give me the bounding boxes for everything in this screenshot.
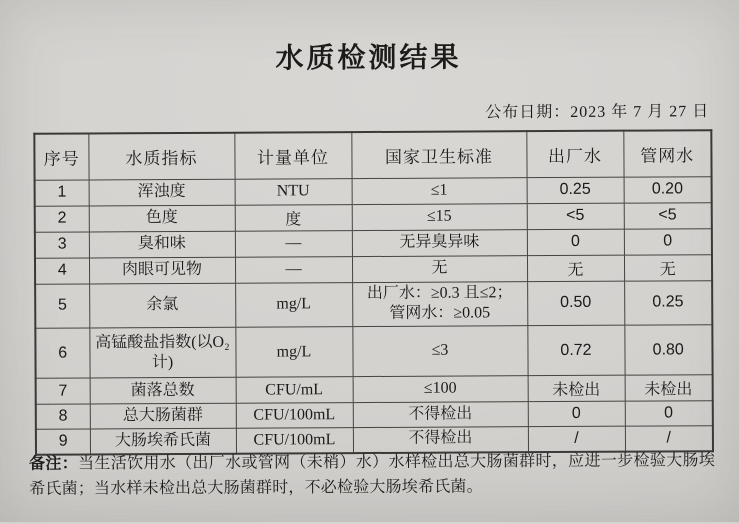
header-network-water: 管网水	[623, 130, 711, 176]
cell-unit: NTU	[235, 178, 352, 205]
cell-unit: —	[235, 256, 352, 283]
cell-standard: 不得检出	[353, 427, 528, 453]
cell-standard: 无异臭异味	[352, 229, 527, 256]
table-header-row	[34, 130, 711, 180]
header-indicator: 水质指标	[88, 133, 234, 180]
cell-unit: CFU/100mL	[236, 403, 353, 429]
page-title: 水质检测结果	[275, 42, 462, 75]
cell-no: 9	[36, 429, 90, 454]
cell-factory-water: 0.50	[527, 281, 624, 326]
cell-no: 3	[35, 231, 89, 257]
cell-no: 1	[35, 179, 89, 205]
cell-standard: ≤1	[352, 177, 527, 204]
footnote-text: 当生活饮用水（出厂水或管网（未梢）水）水样检出总大肠菌群时，应进一步检验大肠埃希氏菌；当水样未检出总大肠菌群时，不必检验大肠埃希氏菌。	[29, 452, 716, 498]
table-row	[35, 280, 712, 328]
cell-network-water: 0.25	[624, 280, 712, 325]
cell-factory-water: 0	[527, 229, 624, 256]
cell-network-water: 0.80	[624, 325, 712, 375]
table-row	[36, 375, 713, 405]
cell-standard: 无	[352, 255, 527, 282]
cell-factory-water: 未检出	[528, 375, 625, 402]
cell-indicator: 肉眼可见物	[89, 257, 235, 284]
cell-network-water: 0.20	[624, 176, 712, 202]
cell-standard: ≤3	[352, 326, 527, 377]
table-row	[35, 176, 712, 206]
cell-standard: ≤15	[352, 203, 527, 230]
cell-network-water: 无	[624, 254, 712, 280]
cell-no: 5	[35, 283, 89, 328]
cell-factory-water: 0.25	[527, 177, 624, 204]
cell-indicator: 色度	[89, 205, 235, 232]
cell-unit: mg/L	[235, 327, 352, 378]
cell-factory-water: <5	[527, 203, 624, 230]
table-row	[35, 202, 712, 232]
cell-no: 2	[35, 205, 89, 231]
cell-unit: mg/L	[235, 282, 352, 327]
cell-no: 7	[36, 378, 90, 404]
header-standard: 国家卫生标准	[351, 131, 526, 178]
cell-no: 4	[35, 257, 89, 283]
cell-no: 8	[36, 404, 90, 429]
cell-indicator: 大肠埃希氏菌	[90, 428, 236, 454]
cell-factory-water: 无	[527, 255, 624, 282]
cell-factory-water: /	[528, 426, 625, 452]
cell-network-water: 未检出	[625, 375, 713, 401]
cell-indicator: 菌落总数	[90, 377, 236, 404]
cell-network-water: /	[625, 426, 713, 451]
footnote-label: 备注：	[29, 455, 79, 473]
header-unit: 计量单位	[234, 132, 351, 179]
table-row	[35, 325, 712, 379]
cell-indicator: 高锰酸盐指数(以O₂计)	[89, 327, 235, 378]
cell-unit: CFU/100mL	[236, 428, 353, 454]
cell-standard: 不得检出	[353, 402, 528, 428]
cell-no: 6	[35, 328, 89, 378]
cell-indicator: 浑浊度	[89, 179, 235, 206]
cell-indicator: 余氯	[89, 283, 235, 328]
water-quality-table	[33, 129, 714, 455]
footnote	[29, 449, 715, 502]
table-row	[35, 228, 712, 258]
cell-network-water: <5	[624, 202, 712, 228]
table-row	[36, 401, 713, 430]
header-factory-water: 出厂水	[526, 131, 623, 178]
cell-unit: —	[235, 230, 352, 257]
cell-unit: 度	[235, 204, 352, 231]
cell-factory-water: 0.72	[527, 325, 624, 376]
table-row	[35, 254, 712, 284]
cell-indicator: 总大肠菌群	[90, 403, 236, 429]
cell-standard: ≤100	[353, 376, 528, 403]
cell-unit: CFU/mL	[236, 377, 353, 404]
cell-network-water: 0	[625, 401, 713, 426]
cell-network-water: 0	[624, 228, 712, 254]
cell-standard: 出厂水：≥0.3 且≤2； 管网水：≥0.05	[352, 281, 527, 327]
header-no: 序号	[34, 133, 88, 179]
cell-factory-water: 0	[528, 401, 625, 427]
cell-indicator: 臭和味	[89, 231, 235, 258]
publish-date: 公布日期：2023 年 7 月 27 日	[485, 103, 710, 122]
